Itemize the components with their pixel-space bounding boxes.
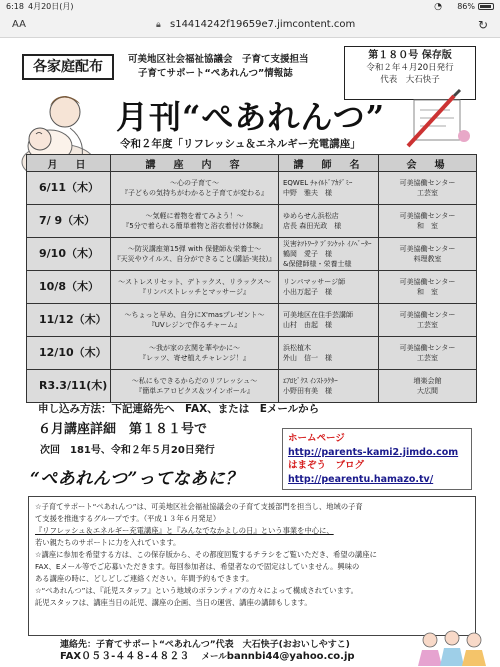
schedule-table [26,154,477,403]
wifi-icon: ◔ [434,2,442,12]
battery-status: 86% [457,0,494,14]
battery-icon [478,3,494,10]
children-illustration [412,628,492,667]
about-line: 託児スタッフは、講座当日の託児、講座の企画、当日の運営、講座の講師もします。 [35,598,312,607]
course-series-subtitle: 令和２年度「リフレッシュ＆エネルギー充電講座」 [120,138,361,150]
contact-line: 連絡先：子育てサポート“ぺあれんつ”代表 大石快子(おおいしやすこ) [60,640,350,650]
session-lecturer: 浜松植木 外山 信一 様 [279,337,379,370]
session-date: 9/10（木） [27,238,111,271]
organization-line1: 可美地区社会福祉協議会 子育て支援担当 [128,54,309,65]
session-date: 10/8（木） [27,271,111,304]
session-date: 11/12（木） [27,304,111,337]
session-lecturer: ゆめらせん浜松店 店長 森田光政 様 [279,205,379,238]
table-row [27,172,477,205]
session-lecturer: 災害ﾈﾂﾄﾜｰｸ ﾌﾞﾗﾝｹｯﾄ ｲﾉﾍﾞｰﾀｰ 鶴岡 愛子 様 &保健師様・栄養士様 [279,238,379,271]
about-line: ☆“ぺあれんつ”は、『託児スタッフ』という地域のボランティアの方々によって構成されています。 [35,586,358,595]
session-content: ～気軽に着物を着てみよう！～ 『5分で着られる簡単着物と浴衣着付け体験』 [111,205,279,238]
session-venue: 可美協働センター 和 室 [379,271,477,304]
table-row [27,304,477,337]
session-content: ～ちょっと早め、自分にX'masプレゼント～ 『UVレジンで作るチャーム』 [111,304,279,337]
session-content: ～我が家の玄関を華やかに～ 『レッツ、寄せ植えチャレンジ！』 [111,337,279,370]
lock-icon: 🔒︎ [156,20,161,30]
session-date: 12/10（木） [27,337,111,370]
homepage-label: ホームページ [288,433,345,444]
about-line: ☆講座に参加を希望する方は、この保存版から、その都度回覧するチラシをご覧いただき、希望の講座に [35,550,377,559]
about-heading: “ぺあれんつ”ってなあに？ [30,469,243,489]
session-lecturer: リンパマッサージ師 小出万起子 様 [279,271,379,304]
contact-fax-mail [60,651,420,663]
about-line: FAX、Eメール等でご応募いただきます。毎回参加者は、希望者なので固定はしていません。興味の [35,562,360,571]
column-header-venue: 会 場 [379,155,477,172]
session-lecturer: ｴｱﾛﾋﾞｸｽ ｲﾝｽﾄﾗｸﾀｰ 小野田有美 様 [279,370,379,403]
distribution-label: 各家庭配布 [22,54,114,80]
session-venue: 増楽会館 大広間 [379,370,477,403]
session-date: 7/ 9（木） [27,205,111,238]
table-row [27,205,477,238]
fax-number: FAX０５３-４４８-４８２３ [60,651,190,662]
about-line: 『リフレッシュ＆エネルギー充電講座』と『みんなでなかよしの日』という事業を中心に、 [35,526,334,535]
session-content: ～ストレスリセット、デトックス、リラックス～ 『リンパストレッチとマッサージ』 [111,271,279,304]
blog-label: はまぞう ブログ [288,460,365,471]
about-box [28,496,476,636]
about-line: て支援を推進するグループです。（平成１３年６月発足） [35,514,221,523]
session-date: 6/11（木） [27,172,111,205]
session-lecturer: EQWEL ﾁｬｲﾙﾄﾞｱｶﾃﾞﾐｰ 中野 雅夫 様 [279,172,379,205]
session-content: ～防災講座第15弾 with 保健師＆栄養士～ 『天災やウイルス、自分ができること(講話-実技)』 [111,238,279,271]
newsletter-title: 月刊“ぺあれんつ” [116,98,386,136]
session-venue: 可美協働センター 工芸室 [379,172,477,205]
session-lecturer: 可美地区在住手芸講師 山村 由起 様 [279,304,379,337]
organization-line2: 子育てサポート“ぺあれんつ”情報誌 [138,68,293,79]
status-bar [0,0,500,14]
email-address[interactable]: bannbi44@yahoo.co.jp [226,651,355,662]
links-box [282,428,472,490]
table-row [27,370,477,403]
about-line: 若い親たちのサポートに力を入れています。 [35,538,181,547]
newsletter-document [0,38,500,667]
mail-label: メール [201,652,227,662]
session-venue: 可美協働センター 工芸室 [379,337,477,370]
about-line: ☆子育てサポート“ぺあれんつ”は、可美地区社会福祉協議会の子育て支援部門を担当し、地域の子育 [35,502,363,511]
contact-info [60,639,420,663]
schedule-header-row [27,155,477,172]
status-date: 4月20日(月) [28,2,74,11]
homepage-link[interactable]: http://parents-kami2.jimdo.com [288,446,459,458]
session-venue: 可美協働センター 和 室 [379,205,477,238]
reload-icon[interactable]: ↻ [477,18,488,32]
status-time: 6:18 [6,2,24,11]
issue-representative: 代表 大石快子 [380,75,440,85]
url-field[interactable]: s14414242f19659e7.jimcontent.com [170,19,356,30]
table-row [27,271,477,304]
table-row [27,337,477,370]
session-date: R3.3/11(木) [27,370,111,403]
column-header-lecturer: 講 師 名 [279,155,379,172]
application-method: 申し込み方法：下記連絡先へ FAX、または Eメールから [38,403,320,415]
blog-link[interactable]: http://pearentu.hamazo.tv/ [288,473,434,485]
issue-date: 令和２年４月20日発行 [366,63,454,73]
column-header-content: 講 座 内 容 [111,155,279,172]
text-size-button[interactable]: AA [12,19,26,30]
june-course-note: ６月講座詳細 第１８１号で [38,422,208,437]
session-content: ～私にもできるからだのリフレッシュ～ 『簡単エアロビクス＆ツインボール』 [111,370,279,403]
next-issue-note: 次回 181号、令和２年５月20日発行 [40,445,215,456]
column-header-date: 月 日 [27,155,111,172]
memo-pencil-illustration [400,86,476,156]
table-row [27,238,477,271]
session-venue: 可美協働センター 工芸室 [379,304,477,337]
about-line: ある講座の時に、どしどしご連絡ください。年間予約もできます。 [35,574,254,583]
issue-number: 第１８０号 保存版 [368,50,452,61]
session-venue: 可美協働センター 料理教室 [379,238,477,271]
session-content: ～心の子育て～ 『子どもの気持ちがわかると子育てが変わる』 [111,172,279,205]
address-bar[interactable] [0,14,500,38]
